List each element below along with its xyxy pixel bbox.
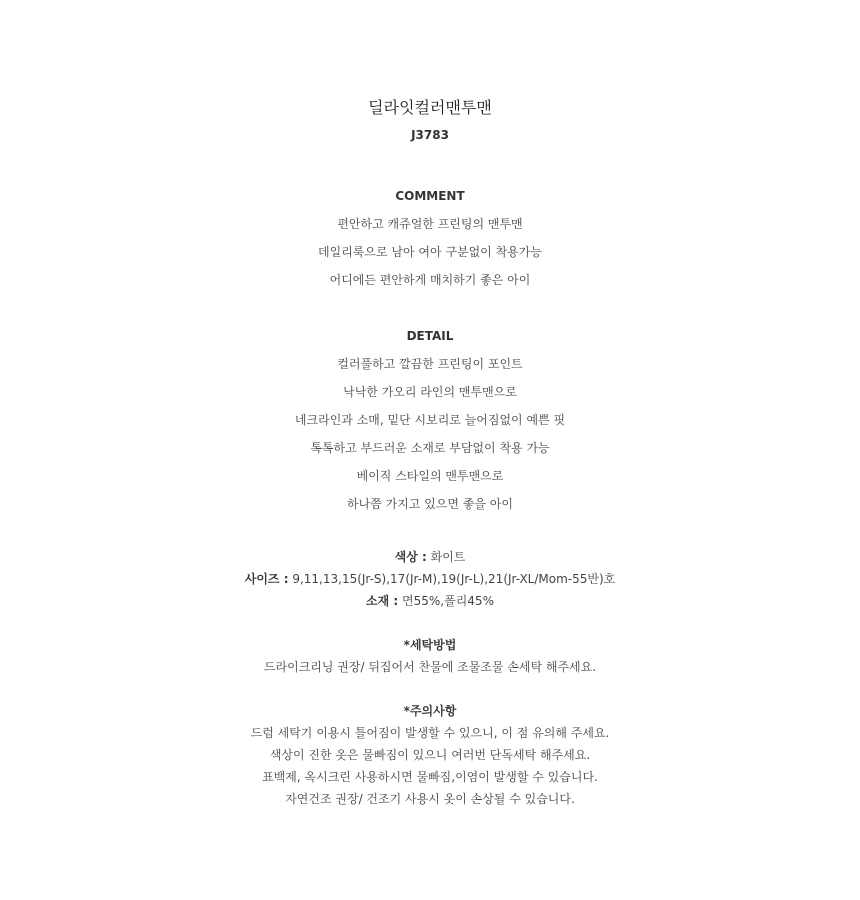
detail-line-6: 하나쯤 가지고 있으면 좋을 아이	[347, 497, 513, 511]
comment-heading: COMMENT	[395, 189, 465, 203]
detail-line-4: 톡톡하고 부드러운 소재로 부담없이 착용 가능	[310, 441, 550, 455]
spec-material-label: 소재 :	[366, 594, 399, 608]
detail-line-3: 네크라인과 소매, 밑단 시보리로 늘어짐없이 예쁜 핏	[294, 413, 566, 427]
spec-size	[0, 569, 860, 589]
product-title: 딜라잇컬러맨투맨	[368, 98, 492, 117]
detail-heading: DETAIL	[406, 329, 454, 343]
washing-line-1: 드라이크리닝 권장/ 뒤집어서 찬물에 조물조물 손세탁 해주세요.	[263, 660, 597, 674]
comment-line-1: 편안하고 캐쥬얼한 프린팅의 맨투맨	[337, 217, 523, 231]
washing-heading: *세탁방법	[403, 638, 457, 652]
comment-line-2: 데일리룩으로 남아 여아 구분없이 착용가능	[318, 245, 542, 259]
caution-line-3: 표백제, 옥시크린 사용하시면 물빠짐,이염이 발생할 수 있습니다.	[262, 770, 598, 784]
spec-material-value: 면55%,폴리45%	[402, 594, 494, 608]
spec-material	[0, 591, 860, 611]
detail-line-1: 컬러풀하고 깔끔한 프린팅이 포인트	[337, 357, 523, 371]
detail-line-2: 낙낙한 가오리 라인의 맨투맨으로	[343, 385, 517, 399]
caution-line-4: 자연건조 권장/ 건조기 사용시 옷이 손상될 수 있습니다.	[285, 792, 575, 806]
spec-color-value: 화이트	[430, 550, 466, 564]
caution-heading: *주의사항	[403, 704, 457, 718]
comment-line-3: 어디에든 편안하게 매치하기 좋은 아이	[329, 273, 531, 287]
detail-line-5: 베이직 스타일의 맨투맨으로	[356, 469, 504, 483]
spec-size-label: 사이즈 :	[244, 572, 289, 586]
product-code: J3783	[411, 128, 449, 142]
caution-line-1: 드럼 세탁기 이용시 틀어짐이 발생할 수 있으니, 이 점 유의해 주세요.	[250, 726, 610, 740]
spec-color	[0, 547, 860, 567]
caution-line-2: 색상이 진한 옷은 물빠짐이 있으니 여러번 단독세탁 해주세요.	[269, 748, 591, 762]
spec-size-value: 9,11,13,15(Jr-S),17(Jr-M),19(Jr-L),21(Jr-XL/Mom-55반)호	[292, 572, 616, 586]
spec-color-label: 색상 :	[394, 550, 427, 564]
